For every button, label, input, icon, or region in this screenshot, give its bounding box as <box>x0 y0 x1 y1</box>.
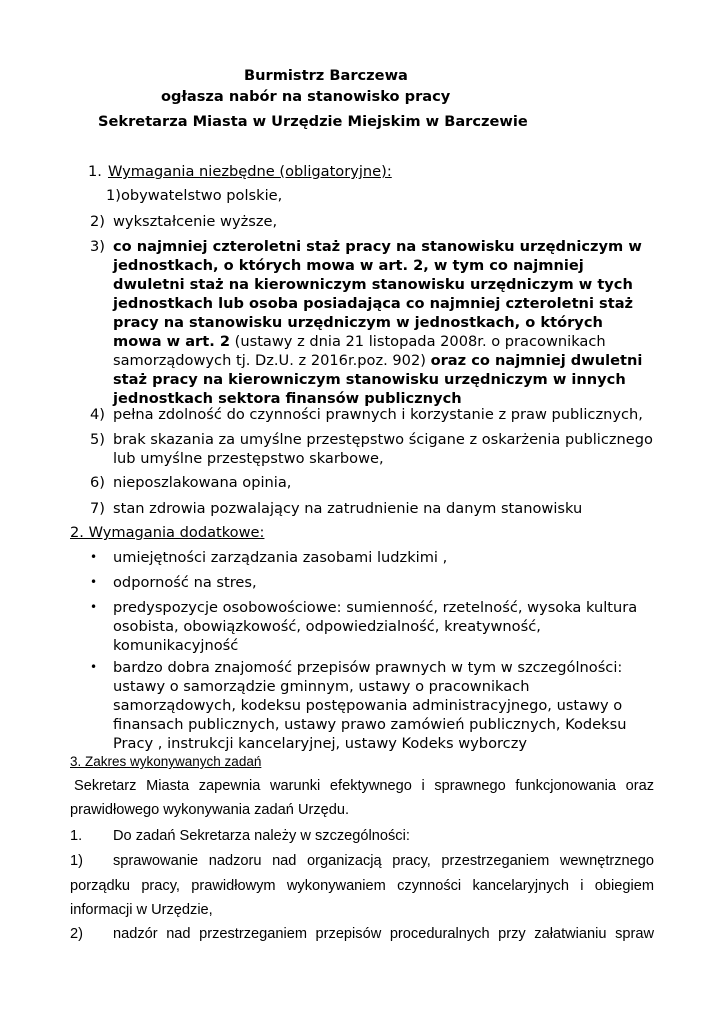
duty-1-line-2: porządku pracy, prawidłowym wykonywaniem czynności kancelaryjnych i obiegiem <box>70 878 654 894</box>
header-line-3: Sekretarza Miasta w Urzędzie Miejskim w Barczewie <box>98 113 528 130</box>
bullet-1-symbol: • <box>90 550 98 564</box>
duties-number-1: 1. <box>70 828 83 844</box>
duties-intro: Do zadań Sekretarza należy w szczególności: <box>113 828 410 844</box>
extra-item-4-line-1: bardzo dobra znajomość przepisów prawnych w tym w szczególności: <box>113 659 623 676</box>
bullet-4-symbol: • <box>90 660 98 674</box>
section3-intro-line-1: Sekretarz Miasta zapewnia warunki efektywnego i sprawnego funkcjonowania oraz <box>74 778 654 794</box>
req-item-1: 1)obywatelstwo polskie, <box>106 187 283 204</box>
bullet-2-symbol: • <box>90 575 98 589</box>
duty-2-line-1: nadzór nad przestrzeganiem przepisów proceduralnych przy załatwianiu spraw <box>113 926 654 942</box>
section3-intro-line-2: prawidłowego wykonywania zadań Urzędu. <box>70 802 350 818</box>
req-item-3-line-3: dwuletni staż na kierowniczym stanowisku urzędniczym w tych <box>113 276 633 293</box>
header-line-2: ogłasza nabór na stanowisko pracy <box>161 88 451 105</box>
req-item-4-number: 4) <box>90 406 105 423</box>
bullet-3-symbol: • <box>90 600 98 614</box>
req-item-7-number: 7) <box>90 500 105 517</box>
duty-1-line-1: sprawowanie nadzoru nad organizacją pracy, przestrzeganiem wewnętrznego <box>113 853 654 869</box>
req-item-6-number: 6) <box>90 474 105 491</box>
req-item-3-line-7-regular: samorządowych tj. Dz.U. z 2016r.poz. 902) <box>113 352 431 369</box>
extra-item-3-line-3: komunikacyjność <box>113 637 239 654</box>
header-line-1: Burmistrz Barczewa <box>244 67 408 84</box>
extra-item-3-line-1: predyspozycje osobowościowe: sumienność, rzetelność, wysoka kultura <box>113 599 638 616</box>
req-item-3-line-7 <box>113 351 642 370</box>
duty-1-number: 1) <box>70 853 83 869</box>
req-item-3-line-6 <box>113 332 606 351</box>
duty-2-number: 2) <box>70 926 83 942</box>
req-item-2-number: 2) <box>90 213 105 230</box>
req-item-3-line-1: co najmniej czteroletni staż pracy na stanowisku urzędniczym w <box>113 238 642 255</box>
extra-item-3-line-2: osobista, obowiązkowość, odpowiedzialność, kreatywność, <box>113 618 541 635</box>
req-item-3-line-9: jednostkach sektora finansów publicznych <box>113 390 462 407</box>
extra-item-4-line-5: Pracy , instrukcji kancelaryjnej, ustawy Kodeks wyborczy <box>113 735 528 752</box>
section1-number: 1. <box>88 163 102 180</box>
req-item-5-number: 5) <box>90 431 105 448</box>
req-item-3-line-6-regular: (ustawy z dnia 21 listopada 2008r. o pracownikach <box>230 333 606 350</box>
section2-title: 2. Wymagania dodatkowe: <box>70 524 265 541</box>
extra-item-1: umiejętności zarządzania zasobami ludzkimi , <box>113 549 448 566</box>
extra-item-4-line-2: ustawy o samorządzie gminnym, ustawy o pracownikach <box>113 678 530 695</box>
req-item-3-line-4: jednostkach lub osoba posiadająca co najmniej czteroletni staż <box>113 295 634 312</box>
req-item-7: stan zdrowia pozwalający na zatrudnienie na danym stanowisku <box>113 500 583 517</box>
req-item-3-line-5: pracy na stanowisku urzędniczym w jednostkach, o których <box>113 314 603 331</box>
req-item-3-line-7-bold: oraz co najmniej dwuletni <box>430 352 643 369</box>
req-item-3-line-2: jednostkach, o których mowa w art. 2, w tym co najmniej <box>113 257 584 274</box>
req-item-5-line-1: brak skazania za umyślne przestępstwo ścigane z oskarżenia publicznego <box>113 431 653 448</box>
duty-1-line-3: informacji w Urzędzie, <box>70 902 213 918</box>
req-item-4: pełna zdolność do czynności prawnych i korzystanie z praw publicznych, <box>113 406 643 423</box>
req-item-3-number: 3) <box>90 238 105 255</box>
extra-item-4-line-3: samorządowych, kodeksu postępowania administracyjnego, ustawy o <box>113 697 623 714</box>
req-item-3-line-8: staż pracy na kierowniczym stanowisku urzędniczym w innych <box>113 371 626 388</box>
req-item-2: wykształcenie wyższe, <box>113 213 278 230</box>
req-item-5-line-2: lub umyślne przestępstwo skarbowe, <box>113 450 384 467</box>
req-item-3-line-6-bold: mowa w art. 2 <box>113 333 231 350</box>
extra-item-4-line-4: finansach publicznych, ustawy prawo zamówień publicznych, Kodeksu <box>113 716 627 733</box>
section3-title: 3. Zakres wykonywanych zadań <box>70 754 262 769</box>
extra-item-2: odporność na stres, <box>113 574 257 591</box>
req-item-6: nieposzlakowana opinia, <box>113 474 292 491</box>
section1-title: Wymagania niezbędne (obligatoryjne): <box>108 163 392 180</box>
